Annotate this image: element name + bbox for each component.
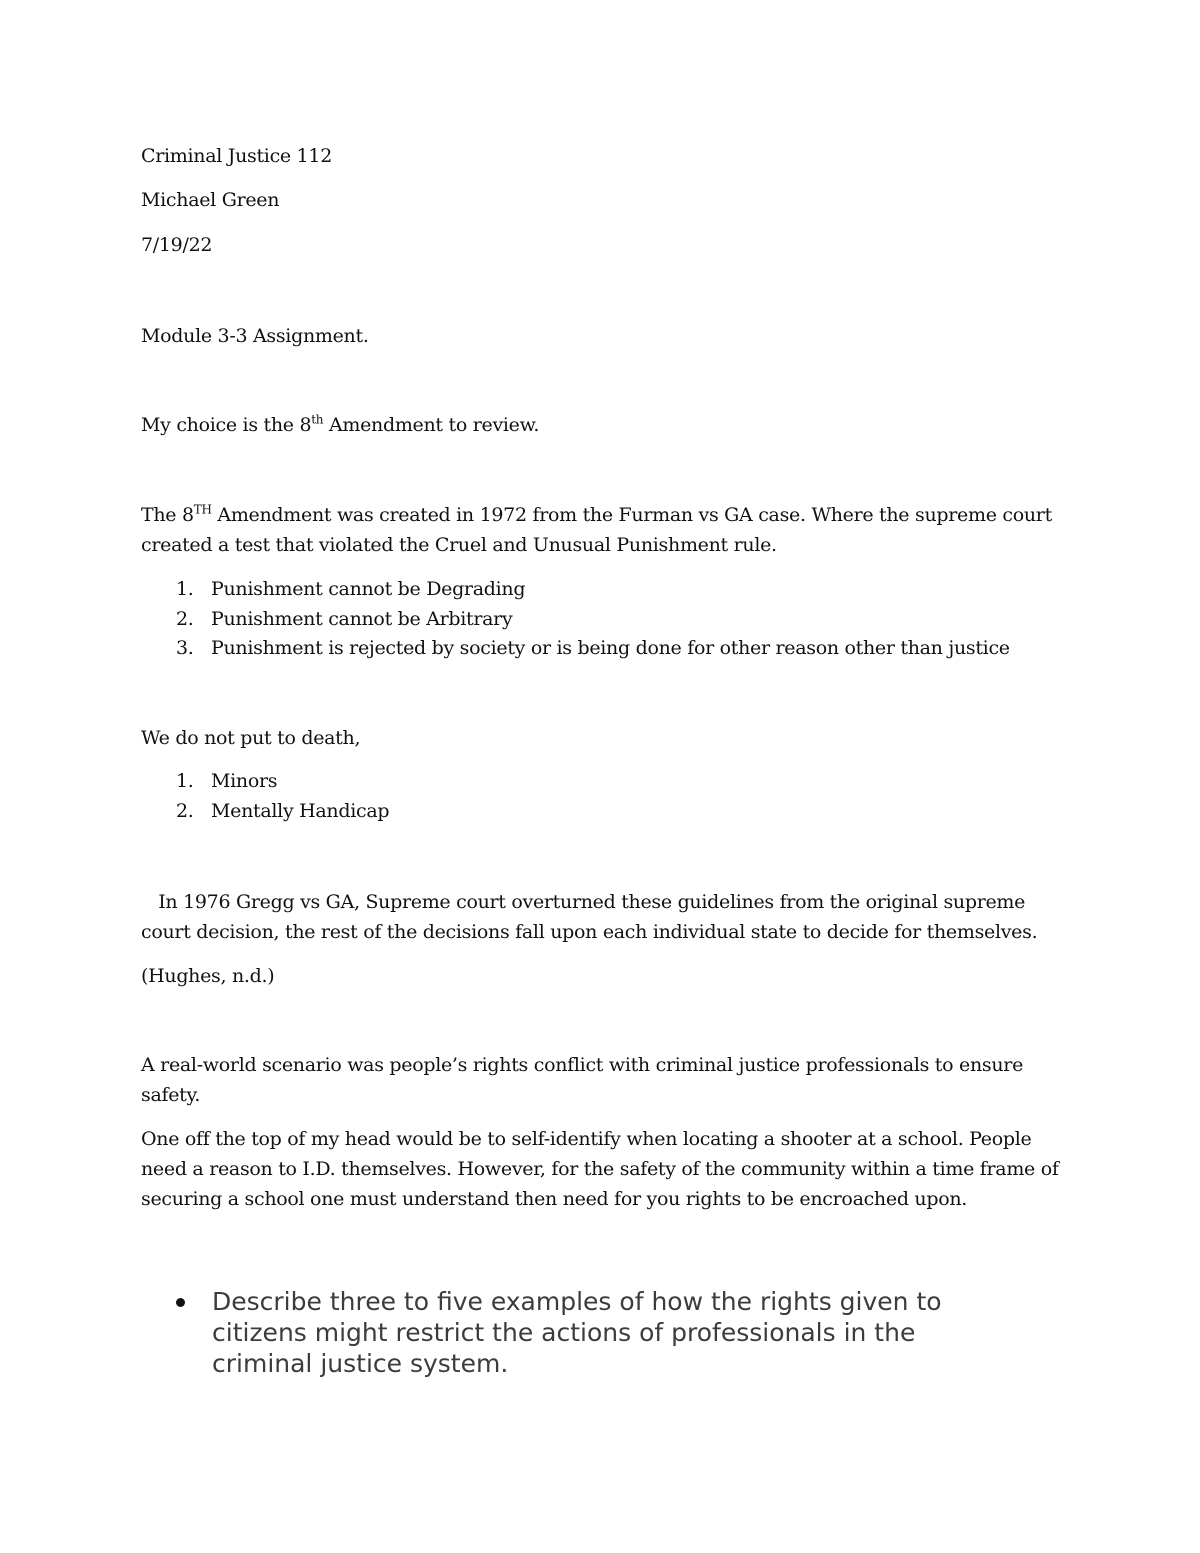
author-name: Michael Green xyxy=(141,189,280,211)
death-heading: We do not put to death, xyxy=(141,727,361,749)
death-list xyxy=(141,767,389,826)
ordinal-suffix: th xyxy=(311,412,324,427)
document-date: 7/19/22 xyxy=(141,234,213,256)
scenario-paragraph: A real-world scenario was people’s rights conflict with criminal justice professionals to ensure safety. xyxy=(141,1054,1024,1106)
course-name: Criminal Justice 112 xyxy=(141,145,332,167)
test-list xyxy=(141,575,1010,664)
intro-paragraph: The 8TH Amendment was created in 1972 from the Furman vs GA case. Where the supreme court created a test that violated the Cruel and Unusual Punishment rule. xyxy=(141,502,1052,556)
choice-statement: My choice is the 8th Amendment to review. xyxy=(141,412,540,436)
list-item: 1. Punishment cannot be Degrading xyxy=(176,578,526,600)
gregg-paragraph: In 1976 Gregg vs GA, Supreme court overturned these guidelines from the original supreme court decision, the rest of the decisions fall upon each individual state to decide for themselves. xyxy=(141,891,1038,943)
list-item: 1. Minors xyxy=(176,770,278,792)
bullet-icon xyxy=(176,1298,185,1307)
example-paragraph: One off the top of my head would be to self-identify when locating a shooter at a school. People need a reason to I.D. themselves. However, for the safety of the community within a time frame of securing a school one must understand then need for you rights to be encroached upon. xyxy=(141,1128,1059,1210)
assignment-question xyxy=(176,1286,1016,1379)
list-item: 3. Punishment is rejected by society or is being done for other reason other than justice xyxy=(176,637,1010,659)
ordinal-suffix: TH xyxy=(193,502,212,517)
list-item: 2. Mentally Handicap xyxy=(176,799,390,822)
citation: (Hughes, n.d.) xyxy=(141,965,275,987)
question-text: Describe three to five examples of how the rights given to citizens might restrict the actions of professionals in the criminal justice system. xyxy=(212,1287,942,1378)
list-item: 2. Punishment cannot be Arbitrary xyxy=(176,607,513,630)
assignment-title: Module 3-3 Assignment. xyxy=(141,325,369,347)
